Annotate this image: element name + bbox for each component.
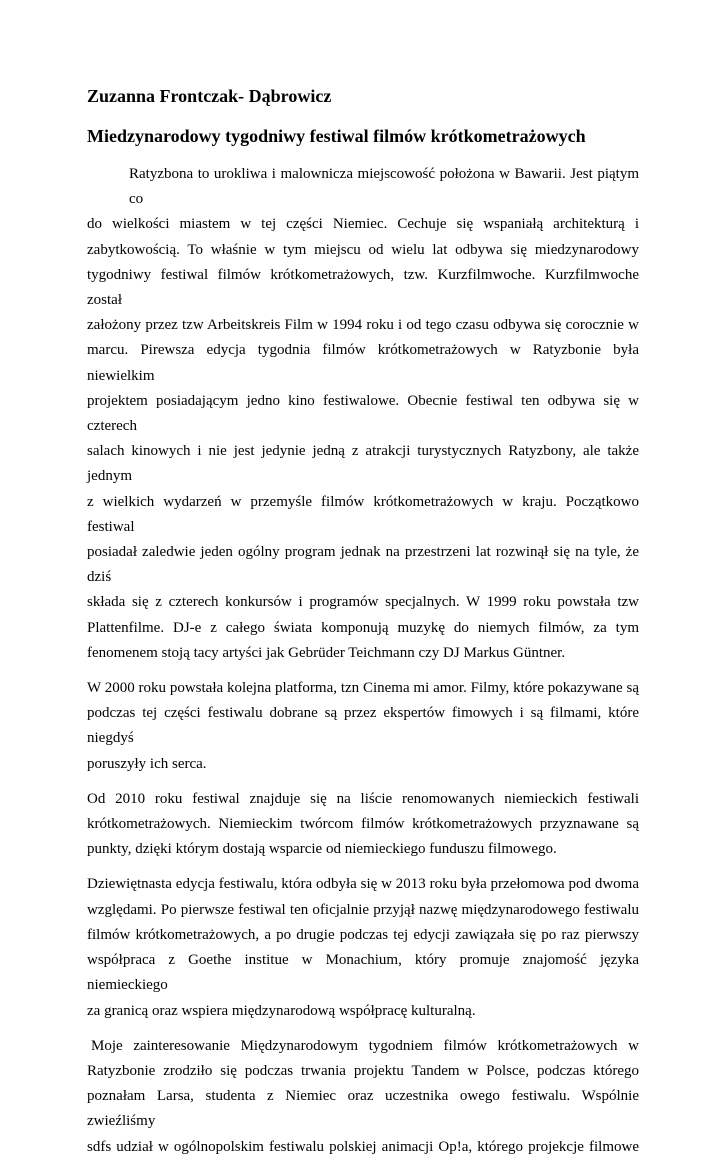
text-line: sdfs udział w ogólnopolskim festiwalu polskiej animacji Op!a, którego projekcje filmowe: [87, 1138, 639, 1155]
text-line: fenomenem stoją tacy artyści jak Gebrüder Teichmann czy DJ Markus Güntner.: [87, 644, 566, 661]
paragraph-2: [87, 676, 639, 777]
text-line: posiadał zaledwie jeden ogólny program jednak na przestrzeni lat rozwinął się na tyle, że dziś: [87, 544, 639, 586]
text-line: poruszyły ich serca.: [87, 755, 207, 772]
text-line: Ratyzbonie zrodziło się podczas trwania projektu Tandem w Polsce, podczas którego: [87, 1062, 639, 1079]
document-body: [87, 162, 639, 1170]
text-line: marcu. Pirewsza edycja tygodnia filmów krótkometrażowych w Ratyzbonie była niewielkim: [87, 342, 639, 384]
document-title: Miedzynarodowy tygodniwy festiwal filmów krótkometrażowych: [87, 126, 586, 146]
text-line: do wielkości miastem w tej części Niemiec. Cechuje się wspaniałą architekturą i: [87, 216, 639, 233]
paragraph-3: [87, 787, 639, 863]
text-line: podczas tej części festiwalu dobrane są przez ekspertów fimowych i są filmami, które niegdyś: [87, 705, 639, 747]
text-line: Od 2010 roku festiwal znajduje się na liście renomowanych niemieckich festiwali: [87, 790, 639, 807]
text-line: składa się z czterech konkursów i programów specjalnych. W 1999 roku powstała tzw: [87, 594, 639, 611]
text-line: Moje zainteresowanie Międzynarodowym tygodniem filmów krótkometrażowych w: [91, 1037, 639, 1054]
text-line: Dziewiętnasta edycja festiwalu, która odbyła się w 2013 roku była przełomowa pod dwoma: [87, 876, 639, 893]
paragraph-4: [87, 872, 639, 1023]
author-name: Zuzanna Frontczak- Dąbrowicz: [87, 86, 332, 106]
text-line: W 2000 roku powstała kolejna platforma, tzn Cinema mi amor. Filmy, które pokazywane są: [87, 680, 639, 697]
text-line: tygodniwy festiwal filmów krótkometrażowych, tzw. Kurzfilmwoche. Kurzfilmwoche został: [87, 266, 639, 309]
text-line: za granicą oraz wspiera międzynarodową współpracę kulturalną.: [87, 1002, 476, 1019]
text-line: zabytkowością. To właśnie w tym miejscu od wielu lat odbywa się miedzynarodowy: [87, 241, 639, 258]
text-line: filmów krótkometrażowych, a po drugie podczas tej edycji zawiązała się po raz pierwszy: [87, 926, 639, 943]
text-line: projektem posiadającym jedno kino festiwalowe. Obecnie festiwal ten odbywa się w czterech: [87, 392, 639, 435]
text-line: współpraca z Goethe institue w Monachium, który promuje znajomość języka niemieckiego: [87, 952, 639, 994]
text-line: punkty, dzięki którym dostają wsparcie od niemieckiego funduszu filmowego.: [87, 841, 557, 858]
text-line: z wielkich wydarzeń w przemyśle filmów krótkometrażowych w kraju. Początkowo festiwal: [87, 493, 639, 535]
text-line: względami. Po pierwsze festiwal ten oficjalnie przyjął nazwę międzynarodowego festiwalu: [87, 901, 639, 918]
text-line: Plattenfilme. DJ-e z całego świata komponują muzykę do niemych filmów, za tym: [87, 619, 639, 636]
text-line: poznałam Larsa, studenta z Niemiec oraz uczestnika owego festiwalu. Wspólnie zwieźliśmy: [87, 1088, 639, 1130]
text-line: Ratyzbona to urokliwa i malownicza miejscowość położona w Bawarii. Jest piątym co: [129, 166, 639, 208]
paragraph-1: [87, 162, 639, 666]
text-line: krótkometrażowych. Niemieckim twórcom filmów krótkometrażowych przyznawane są: [87, 816, 639, 833]
paragraph-5: [87, 1034, 639, 1160]
text-line: salach kinowych i nie jest jedynie jedną z atrakcji turystycznych Ratyzbony, ale także jednym: [87, 443, 639, 485]
text-line: założony przez tzw Arbeitskreis Film w 1994 roku i od tego czasu odbywa się corocznie w: [87, 317, 639, 334]
